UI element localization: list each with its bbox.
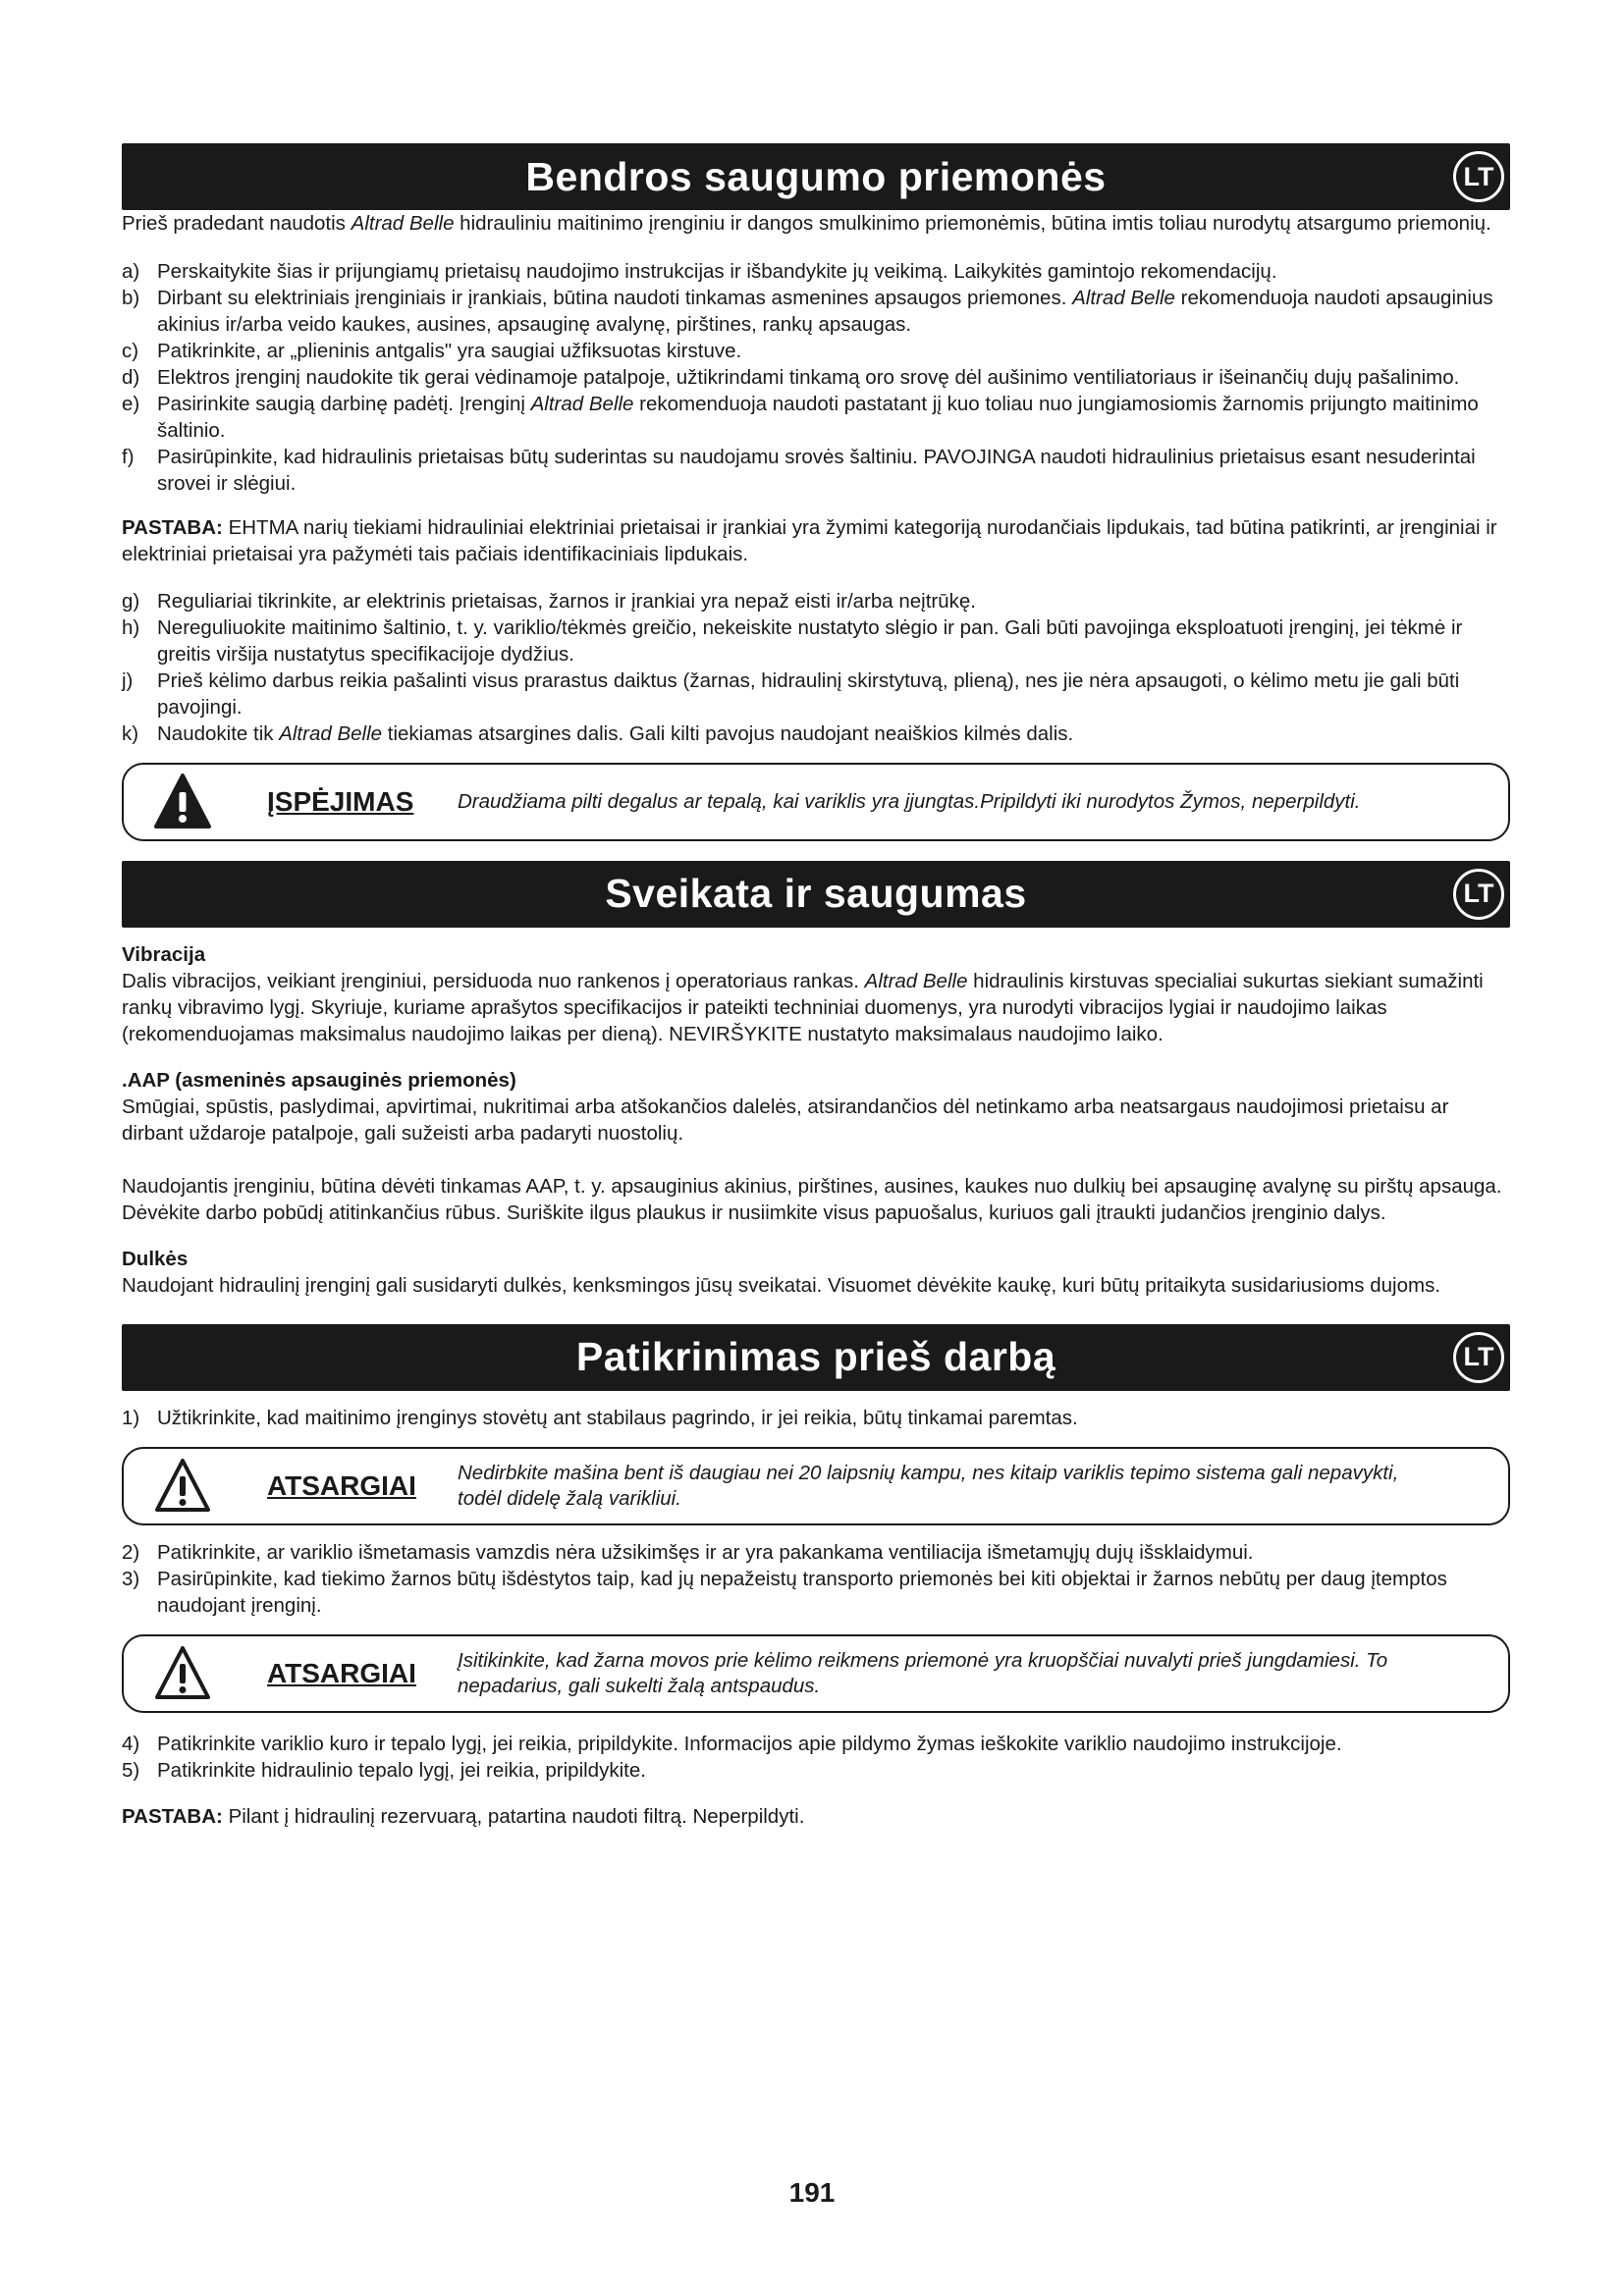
list-item: a) Perskaitykite šias ir prijungiamų prietaisų naudojimo instrukcijas ir išbandykite jų veikimą. Laikykitės gamintojo rekomendacijų. <box>122 260 1277 283</box>
page-number: 191 <box>788 2177 836 2208</box>
section-title: Patikrinimas prieš darbą <box>575 1334 1056 1379</box>
list-item: k) Naudokite tik Altrad Belle tiekiamas atsargines dalis. Gali kilti pavojus naudojant neaiškios kilmės dalis. <box>122 721 1074 745</box>
precheck-list-4-5 <box>122 1731 1510 1784</box>
warning-text: Draudžiama pilti degalus ar tepalą, kai variklis yra įjungtas.Pripildyti iki nurodytos Žymos, neperpildyti. <box>458 789 1361 813</box>
list-item: f) Pasirūpinkite, kad hidraulinis prietaisas būtų suderintas su naudojamu srovės šaltiniu. PAVOJINGA naudoti hidraulinius prietaisus esant nesuderintai srovei ir slėgiui. <box>122 446 1476 495</box>
safety-list-a-f <box>122 258 1510 497</box>
section-banner-health-safety <box>122 861 1510 928</box>
section-banner-general-safety <box>122 143 1510 210</box>
language-badge-icon: LT <box>1453 869 1504 920</box>
list-item: b) Dirbant su elektriniais įrenginiais ir įrankiais, būtina naudoti tinkamas asmenines apsaugos priemones. Altrad Belle rekomenduoja naudoti apsauginius akinius ir/arba veido kaukes, ausines, apsauginę avalynę, pirštines, rankų apsaugas. <box>122 287 1493 336</box>
list-item: e) Pasirinkite saugią darbinę padėtį. Įrenginį Altrad Belle rekomenduoja naudoti pastatant jį kuo toliau nuo jungiamosiomis žarnomis prijungto maitinimo šaltinio. <box>122 393 1479 442</box>
ppe-paragraph-2: Naudojantis įrenginiu, būtina dėvėti tinkamas AAP, t. y. apsauginius akinius, pirštines, ausines, kaukes nuo dulkių bei apsauginę avalynę su pirštų apsauga. Dėvėkite darbo pobūdį atitinkančius rūbus. Suriškite ilgus plaukus ir nusiimkite visus papuošalus, kuriuos gali įtraukti judančios įrenginio dalys. <box>122 1174 1502 1224</box>
list-item: d) Elektros įrenginį naudokite tik gerai vėdinamoje patalpoje, užtikrindami tinkamą oro srovę dėl aušinimo ventiliatoriaus ir išeinančių dujų pašalinimo. <box>122 366 1460 389</box>
list-item: 5) Patikrinkite hidraulinio tepalo lygį, jei reikia, pripildykite. <box>122 1758 646 1782</box>
ppe-paragraph-1: Smūgiai, spūstis, paslydimai, apvirtimai, nukritimai arba atšokančios dalelės, atsirandančios dėl netinkamo arba neatsargaus naudojimosi prietaisu ar dirbant uždaroje patalpoje, gali sužeisti arba padaryti nuostolių. <box>122 1095 1449 1145</box>
list-item: 1) Užtikrinkite, kad maitinimo įrenginys stovėtų ant stabilaus pagrindo, ir jei reikia, būtų tinkamai paremtas. <box>122 1406 1078 1429</box>
section-title: Sveikata ir saugumas <box>605 871 1027 916</box>
caution-box-1 <box>122 1447 1510 1525</box>
section-banner-pre-check <box>122 1324 1510 1391</box>
ppe-heading: .AAP (asmeninės apsauginės priemonės) <box>122 1068 516 1092</box>
warning-label: ĮSPĖJIMAS <box>267 785 414 817</box>
intro-paragraph: Prieš pradedant naudotis Altrad Belle hidrauliniu maitinimo įrenginiu ir dangos smulkinimo priemonėmis, būtina imtis toliau nurodytų atsargumo priemonių. <box>122 212 1491 235</box>
caution-triangle-icon <box>153 1644 212 1703</box>
vibration-heading: Vibracija <box>122 942 206 966</box>
list-item: j) Prieš kėlimo darbus reikia pašalinti visus prarastus daiktus (žarnas, hidraulinį skirstytuvą, plieną), nes jie nėra apsaugoti, o kėlimo metu jie gali būti pavojingi. <box>122 668 1460 719</box>
language-badge-icon: LT <box>1453 151 1504 202</box>
caution-text: Įsitikinkite, kad žarna movos prie kėlimo reikmens priemonė yra kruopščiai nuvalyti prieš jungdamiesi. To nepadarius, gali sukelti žalą antspaudus. <box>458 1648 1388 1697</box>
vibration-paragraph: Dalis vibracijos, veikiant įrenginiui, persiduoda nuo rankenos į operatoriaus rankas. Altrad Belle hidraulinis kirstuvas specialiai sukurtas siekiant sumažinti rankų vibravimo lygį. Skyriuje, kuriame aprašytos specifikacijos ir pateikti techniniai duomenys, yra nurodyti vibracijos lygiai ir naudojimo laikas (rekomenduojamas maksimalus naudojimo laikas per dieną). NEVIRŠYKITE nustatyto maksimalaus naudojimo laiko. <box>122 969 1484 1045</box>
precheck-list-2-3 <box>122 1539 1510 1619</box>
caution-text: Nedirbkite mašina bent iš daugiau nei 20 laipsnių kampu, nes kitaip variklis tepimo sistema gali nepavykti, todėl didelę žalą varikliui. <box>458 1461 1399 1510</box>
language-badge-icon: LT <box>1453 1332 1504 1383</box>
precheck-list-1 <box>122 1405 1510 1431</box>
note-filter: PASTABA: Pilant į hidraulinį rezervuarą, patartina naudoti filtrą. Neperpildyti. <box>122 1804 805 1828</box>
list-item: 3) Pasirūpinkite, kad tiekimo žarnos būtų išdėstytos taip, kad jų nepažeistų transporto priemonės bei kiti objektai ir žarnos nebūtų per daug įtemptos naudojant įrenginį. <box>122 1567 1447 1617</box>
section-title: Bendros saugumo priemonės <box>525 153 1107 199</box>
caution-triangle-icon <box>153 1457 212 1516</box>
caution-label: ATSARGIAI <box>267 1469 416 1501</box>
list-item: 2) Patikrinkite, ar variklio išmetamasis vamzdis nėra užsikimšęs ir ar yra pakankama ventiliacija išmetamųjų dujų išsklaidymui. <box>122 1540 1254 1564</box>
safety-list-g-k <box>122 588 1510 747</box>
warning-box <box>122 763 1510 841</box>
list-item: 4) Patikrinkite variklio kuro ir tepalo lygį, jei reikia, pripildykite. Informacijos apie pildymo žymas ieškokite variklio naudojimo instrukcijoje. <box>122 1732 1342 1755</box>
list-item: h) Nereguliuokite maitinimo šaltinio, t. y. variklio/tėkmės greičio, nekeiskite nustatyto slėgio ir pan. Gali būti pavojinga eksploatuoti įrenginį, jei tėkmė ir greitis viršija nustatytus specifikacijoje dydžius. <box>122 615 1463 666</box>
dust-heading: Dulkės <box>122 1247 189 1270</box>
caution-label: ATSARGIAI <box>267 1657 416 1688</box>
list-item: c) Patikrinkite, ar „plieninis antgalis" yra saugiai užfiksuotas kirstuve. <box>122 340 742 362</box>
note-ehtma: PASTABA: EHTMA narių tiekiami hidrauliniai elektriniai prietaisai ir įrankiai yra žymimi kategoriją nurodančiais lipdukais, tad būtina patikrinti, ar įrenginiai ir elektriniai prietaisai yra pažymėti tais pačiais identifikaciniais lipdukais. <box>122 516 1497 565</box>
page-content <box>122 143 1510 1849</box>
caution-box-2 <box>122 1634 1510 1713</box>
list-item: g) Reguliariai tikrinkite, ar elektrinis prietaisas, žarnos ir įrankiai yra nepaž eisti ir/arba neįtrūkę. <box>122 589 977 613</box>
warning-triangle-icon <box>153 773 212 831</box>
dust-paragraph: Naudojant hidraulinį įrenginį gali susidaryti dulkės, kenksmingos jūsų sveikatai. Visuomet dėvėkite kaukę, kuri būtų pritaikyta susidariusioms dujoms. <box>122 1273 1441 1297</box>
